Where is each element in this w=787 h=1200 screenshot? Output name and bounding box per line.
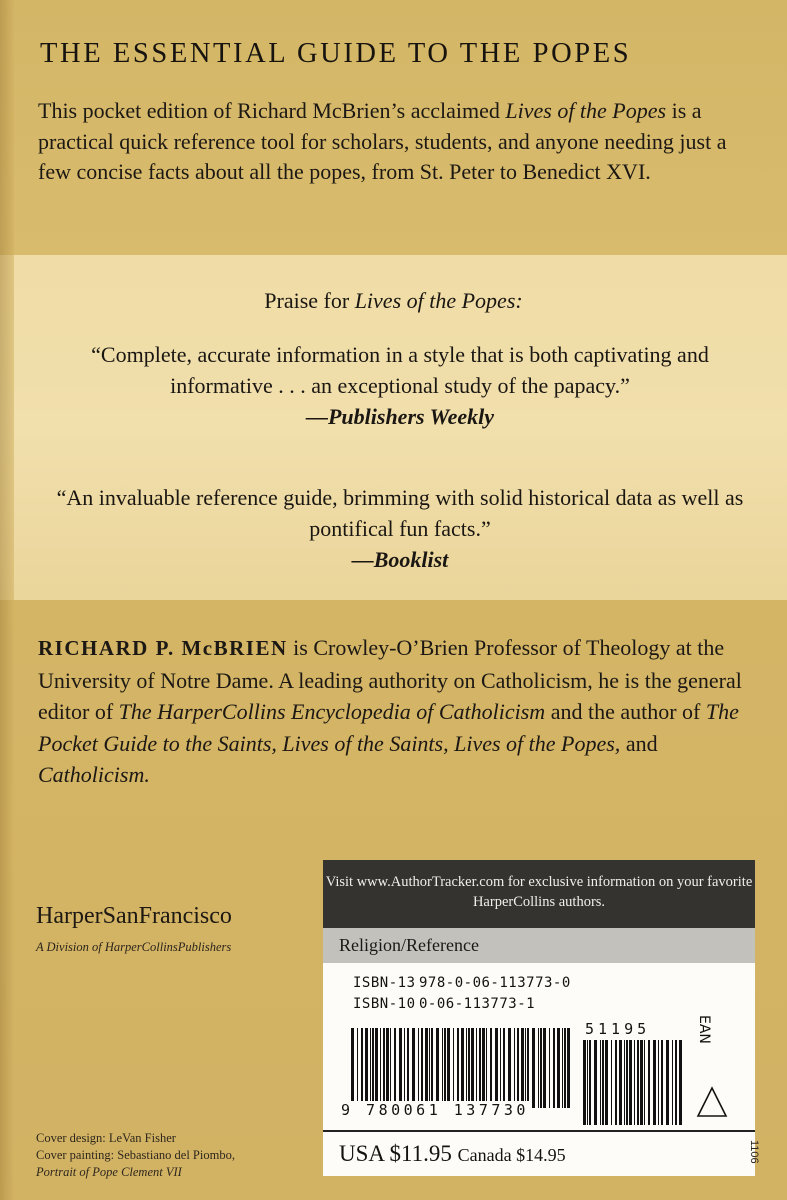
bio-book-title: The HarperCollins Encyclopedia of Catholicism — [118, 699, 546, 724]
barcode-bar — [444, 1028, 446, 1108]
barcode-bar — [517, 1028, 519, 1108]
barcode-bar — [386, 1028, 389, 1108]
barcode-bar — [495, 1028, 498, 1108]
barcode-bar — [476, 1028, 477, 1108]
author-bio — [38, 632, 763, 791]
cover-design-credit: Cover design: LeVan Fisher — [36, 1131, 176, 1145]
praise-book-title: Lives of the Popes: — [354, 288, 523, 313]
barcode-bar — [482, 1028, 485, 1108]
cover-painting-title: Portrait of Pope Clement VII — [36, 1165, 182, 1179]
barcode-bar — [653, 1040, 656, 1125]
barcode-bar — [508, 1028, 511, 1108]
barcode-bar — [624, 1040, 625, 1125]
barcode-bar — [675, 1040, 677, 1125]
edge-code: 1106 — [748, 1140, 760, 1164]
barcode-bar — [442, 1028, 443, 1108]
barcode-bar — [383, 1028, 385, 1108]
bio-book-title: Lives of the Saints, — [282, 730, 449, 756]
barcode-bar — [407, 1028, 409, 1108]
barcode-bar — [611, 1040, 612, 1125]
ean-barcode — [351, 1028, 571, 1108]
bio-book-title: Catholicism. — [38, 762, 150, 787]
barcode-bar — [457, 1028, 459, 1108]
barcode-bar — [390, 1028, 391, 1108]
barcode-bar — [431, 1028, 433, 1108]
price-line — [323, 1130, 755, 1176]
cover-credits — [36, 1130, 235, 1181]
barcode-bar — [527, 1028, 529, 1108]
barcode-bar — [412, 1028, 415, 1108]
price-code-digits: 51195 — [585, 1020, 651, 1038]
category-label: Religion/Reference — [323, 928, 755, 963]
barcode-bar — [461, 1028, 464, 1108]
barcode-bar — [640, 1040, 643, 1125]
barcode-bar — [619, 1040, 622, 1125]
author-tracker-banner: Visit www.AuthorTracker.com for exclusive information on your favorite HarperCollins authors. — [323, 860, 755, 928]
isbn-13 — [353, 975, 571, 991]
barcode-bar — [429, 1028, 430, 1108]
quote-text: “An invaluable reference guide, brimming with solid historical data as well as pontifical fun facts.” — [56, 485, 744, 541]
barcode-bar — [557, 1028, 560, 1108]
bio-book-title: The Pocket Guide to the Saints, — [38, 699, 739, 756]
isbn-10-label: ISBN-10 — [353, 996, 416, 1012]
barcode-bar — [648, 1040, 650, 1125]
barcode-bar — [394, 1028, 396, 1108]
barcode-bar — [479, 1028, 481, 1108]
barcode-bar — [549, 1028, 550, 1108]
quote-source: —Publishers Weekly — [305, 404, 495, 429]
barcode-bar — [587, 1040, 588, 1125]
barcode-bar — [447, 1028, 450, 1108]
isbn-13-value: 978-0-06-113773-0 — [419, 975, 571, 991]
isbn-13-label: ISBN-13 — [353, 975, 416, 991]
barcode-bar — [425, 1028, 428, 1108]
barcode-bar — [567, 1028, 570, 1108]
book-description — [38, 96, 763, 188]
publisher-division: A Division of HarperCollinsPublishers — [36, 940, 232, 954]
barcode-bar — [380, 1028, 381, 1108]
barcode-bar — [471, 1028, 474, 1108]
barcode-bar — [521, 1028, 524, 1108]
barcode-bar — [468, 1028, 470, 1108]
description-start: This pocket edition of Richard McBrien’s acclaimed — [38, 98, 506, 123]
review-quote — [40, 339, 760, 432]
barcode-bar — [605, 1040, 608, 1125]
barcode-bar — [644, 1040, 645, 1125]
barcode-bar — [679, 1040, 682, 1125]
praise-intro: Praise for — [264, 288, 355, 313]
isbn-10-value: 0-06-113773-1 — [419, 996, 536, 1012]
barcode-bar — [626, 1040, 628, 1125]
bio-text: and — [620, 730, 658, 756]
barcode-bar — [351, 1028, 354, 1108]
review-quote — [40, 482, 760, 575]
barcode-bar — [543, 1028, 546, 1108]
barcode-bar — [357, 1028, 358, 1108]
barcode-bar — [538, 1028, 539, 1108]
author-name: RICHARD P. McBRIEN — [38, 636, 288, 660]
barcode-bar — [486, 1028, 487, 1108]
barcode-bar — [634, 1040, 635, 1125]
barcode-bar — [562, 1028, 563, 1108]
price-addon-barcode — [583, 1040, 683, 1125]
barcode-bar — [436, 1028, 439, 1108]
barcode-bar — [629, 1040, 632, 1125]
barcode-bar — [637, 1040, 639, 1125]
barcode-bar — [514, 1028, 515, 1108]
barcode-bar — [661, 1040, 663, 1125]
spine-edge-shadow — [0, 0, 14, 1200]
barcode-bar — [490, 1028, 492, 1108]
bio-text: is Crowley-O’Brien Professor of Theology at the University of Notre Dame. A leading authority on Catholicism, he is the general editor of — [38, 635, 742, 724]
bio-book-title: Lives of the Popes, — [454, 730, 621, 756]
cover-painting-credit: Cover painting: Sebastiano del Piombo, — [36, 1148, 235, 1162]
barcode-bar — [421, 1028, 423, 1108]
barcode-bar — [365, 1028, 368, 1108]
isbn-10 — [353, 996, 535, 1012]
description-end: is a practical quick reference tool for scholars, students, and anyone needing just a few concise facts about all the popes, from St. Peter to Benedict XVI. — [38, 98, 727, 184]
barcode-box — [323, 860, 755, 1176]
barcode-bar — [600, 1040, 601, 1125]
ean-label: EAN — [696, 1015, 712, 1044]
barcode-bar — [672, 1040, 673, 1125]
barcode-bar — [594, 1040, 597, 1125]
barcode-bar — [589, 1040, 591, 1125]
price-canada: Canada $14.95 — [457, 1145, 566, 1165]
barcode-bar — [361, 1028, 363, 1108]
barcode-bar — [500, 1028, 501, 1108]
barcode-bar — [375, 1028, 378, 1108]
barcode-bar — [658, 1040, 659, 1125]
barcode-bar — [553, 1028, 555, 1108]
barcode-digits: 9 780061 137730 — [341, 1101, 529, 1119]
triangle-icon — [695, 1085, 729, 1119]
barcode-bar — [564, 1028, 566, 1108]
barcode-bar — [372, 1028, 374, 1108]
barcode-bar — [615, 1040, 617, 1125]
publisher-name: HarperSanFrancisco — [36, 903, 232, 929]
barcode-bar — [418, 1028, 419, 1108]
description-title: Lives of the Popes — [505, 98, 667, 123]
bio-text: and the author of — [545, 699, 706, 724]
praise-heading — [0, 288, 787, 314]
quote-source: —Booklist — [351, 547, 449, 572]
barcode-bar — [399, 1028, 402, 1108]
barcode-bar — [466, 1028, 467, 1108]
barcode-bar — [532, 1028, 535, 1108]
barcode-bar — [453, 1028, 454, 1108]
quote-text: “Complete, accurate information in a style that is both captivating and informative . . . an exceptional study of the papacy.” — [91, 342, 709, 398]
headline: THE ESSENTIAL GUIDE TO THE POPES — [40, 38, 632, 69]
barcode-bar — [404, 1028, 405, 1108]
barcode-bar — [583, 1040, 586, 1125]
barcode-bar — [370, 1028, 371, 1108]
barcode-bar — [540, 1028, 542, 1108]
barcode-bar — [602, 1040, 604, 1125]
barcode-bar — [525, 1028, 526, 1108]
barcode-bar — [503, 1028, 505, 1108]
barcode-bar — [666, 1040, 669, 1125]
price-usa: USA $11.95 — [339, 1141, 452, 1166]
